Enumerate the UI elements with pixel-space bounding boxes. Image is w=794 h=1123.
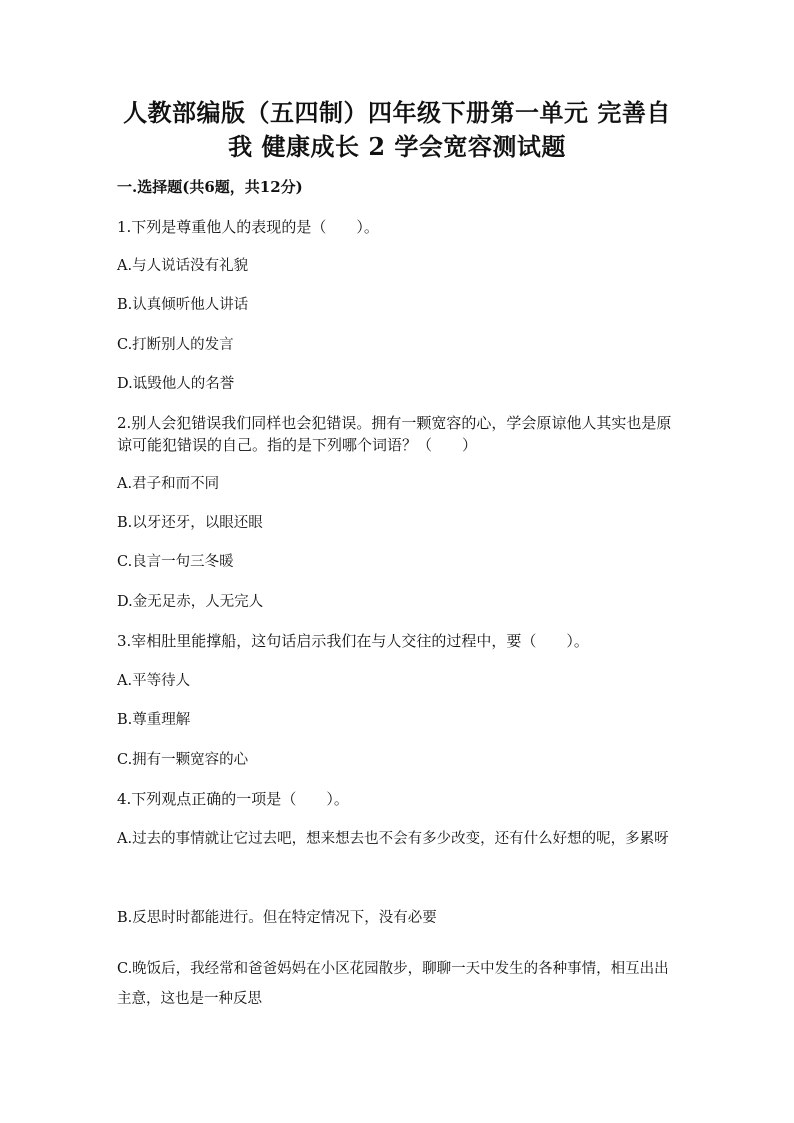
question-1-option-d: D.诋毁他人的名誉 bbox=[117, 376, 235, 392]
question-4-option-b: B.反思时时都能进行。但在特定情况下，没有必要 bbox=[117, 910, 437, 926]
question-1-option-b: B.认真倾听他人讲话 bbox=[117, 297, 249, 313]
question-2-option-a: A.君子和而不同 bbox=[117, 476, 220, 492]
question-3-option-a: A.平等待人 bbox=[117, 673, 191, 689]
question-4-stem: 4.下列观点正确的一项是（ ）。 bbox=[117, 790, 349, 808]
question-3-option-b: B.尊重理解 bbox=[117, 712, 191, 728]
question-3-stem: 3.宰相肚里能撑船，这句话启示我们在与人交往的过程中，要（ ）。 bbox=[117, 632, 589, 650]
question-1-stem: 1.下列是尊重他人的表现的是（ ）。 bbox=[117, 218, 379, 236]
question-2-stem: 2.别人会犯错误我们同样也会犯错误。拥有一颗宽容的心，学会原谅他人其实也是原谅可能犯错误的自己。指的是下列哪个词语？（ ） bbox=[117, 414, 672, 454]
question-1-option-c: C.打断别人的发言 bbox=[117, 337, 234, 353]
question-4-option-a: A.过去的事情就让它过去吧，想来想去也不会有多少改变，还有什么好想的呢，多累呀 bbox=[117, 831, 669, 847]
question-4-option-c: C.晚饭后，我经常和爸爸妈妈在小区花园散步，聊聊一天中发生的各种事情，相互出出主意，这也是一种反思 bbox=[117, 961, 669, 1007]
question-2-option-c: C.良言一句三冬暖 bbox=[117, 554, 234, 570]
question-3-option-c: C.拥有一颗宽容的心 bbox=[117, 752, 249, 768]
question-1-option-a: A.与人说话没有礼貌 bbox=[117, 258, 249, 274]
title-line-2: 我 健康成长 2 学会宽容测试题 bbox=[228, 132, 566, 161]
question-2-option-b: B.以牙还牙，以眼还眼 bbox=[117, 515, 263, 531]
title-line-1: 人教部编版（五四制）四年级下册第一单元 完善自 bbox=[123, 98, 671, 127]
section-header: 一.选择题(共6题，共12分) bbox=[117, 178, 303, 196]
question-2-option-d: D.金无足赤，人无完人 bbox=[117, 594, 264, 610]
